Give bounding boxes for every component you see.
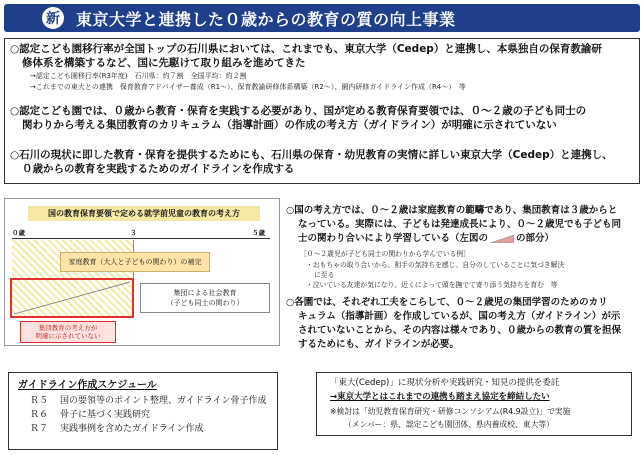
family-education-box: 家庭教育（大人と子どもの関わり）の補完 [60,252,210,272]
society-line2: （子ども同士の関わり） [166,299,244,307]
callout-line2: 明確に示されていない [35,332,101,340]
schedule-year: Ｒ６ [30,410,49,420]
utokyo-line1: 「東大(Cedep)」に現状分析や実践研究・知見の提供を委託 [330,378,560,388]
callout-line1: 集団教育の考え方が [38,323,98,332]
right-b3: されていないことから、その内容は様々であり、０歳からの教育の質を担保 [298,325,622,336]
schedule-text: 骨子に基づく実践研究 [60,410,151,420]
p1-line2: 修体系を構築するなど、国に先駆けて取り組みを進めてきた [22,57,306,69]
example-2: ・泣いている友達が気になり、近くによって頭を撫でて寄り添う気持ちを育む 等 [306,281,558,289]
social-education-box [140,283,270,313]
p1-sub2: →これまでの東大との連携 保育教育アドバイザー養成（R1～）、保育教諭研修体系構築（R2～）、園内研修ガイドライン作成（R4～） 等 [30,83,466,91]
p1-sub1: →認定こども園移行率(R3年度) 石川県：約７割 全国平均：約２割 [30,72,247,80]
right-a3b: の部分） [516,233,555,244]
society-line1: 集団による社会教育 [173,289,237,297]
example-1: ・おもちゃの取り合いから、相手の気持ちを感じ、自分のしていることに気づき解決 [306,261,565,269]
schedule-year: Ｒ７ [30,424,49,434]
red-callout [20,321,116,343]
schedule-row [30,395,266,407]
new-badge: 新 [40,5,66,31]
schedule-text: 国の要領等のポイント整理、ガイドライン骨子作成 [60,396,267,406]
missing-guidance-area [10,278,134,318]
p2-line2: 関わりから考える集団教育のカリキュラム（指導計画）の作成の考え方（ガイドライン）が明確に示されていない [22,119,557,131]
right-b2: キュラム（指導計画）を作成しているが、国の考え方（ガイドライン）が示 [298,311,621,322]
age-axis [12,238,270,239]
page-title: 東京大学と連携した０歳からの教育の質の向上事業 [76,9,456,29]
tick-3: ３ [130,229,137,237]
schedule-title: ガイドライン作成スケジュール [18,380,157,391]
right-b4: するためにも、ガイドラインが必要。 [298,339,459,350]
schedule-year: Ｒ５ [30,396,49,406]
p3-line2: ０歳からの教育を実践するためのガイドラインを作成する [22,163,295,175]
schedule-row [30,409,150,421]
right-a2: なっている。実際には、子どもは発達成長により、０～２歳児でも子ども同 [298,219,622,230]
diagram-title: 国の教育保育要領で定める就学前児童の教育の考え方 [28,206,260,221]
tick-0: ０歳 [12,229,25,237]
schedule-row [30,423,203,435]
right-a3-row [298,232,554,246]
utokyo-line4: （メンバー：県、認定こども園団体、県内養成校、東大等） [344,420,554,429]
utokyo-line2: →東京大学とはこれまでの連携も踏まえ協定を締結したい [330,392,550,402]
title-bar [4,4,640,32]
tick-5: ５歳 [252,229,265,237]
right-b1: ○各園では、それぞれ工夫をこらして、０～２歳児の集団学習のためのカリ [286,297,608,308]
utokyo-line3: ※検討は「幼児教育保育研究・研修コンソシアム(R4.9設立)」で実施 [330,407,571,416]
diagonal-line [12,280,132,316]
p1-line1: ○認定こども園移行率が全国トップの石川県においては、これまでも、東京大学（Cedep）と連携し、本県独自の保育教諭研 [10,43,602,55]
right-a3: 士の関わり合いにより学習している（左図の [298,233,489,244]
schedule-text: 実践事例を含めたガイドライン作成 [60,424,204,434]
example-header: ［０～２歳児が子ども同士の関わりから学んでいる例］ [300,250,470,258]
p2-line1: ○認定こども園では、０歳から教育・保育を実践する必要があり、国が定める教育保育要領では、０～２歳の子ども同士の [10,105,587,117]
p3-line1: ○石川の現状に即した教育・保育を提供するためにも、石川県の保育・幼児教育の実情に詳しい東京大学（Cedep）と連携し、 [10,149,613,161]
example-1b: に至る [314,271,335,279]
right-a1: ○国の考え方では、０～２歳は家庭教育の範疇であり、集団教育は３歳からと [286,205,618,216]
wedge-icon [490,235,514,243]
